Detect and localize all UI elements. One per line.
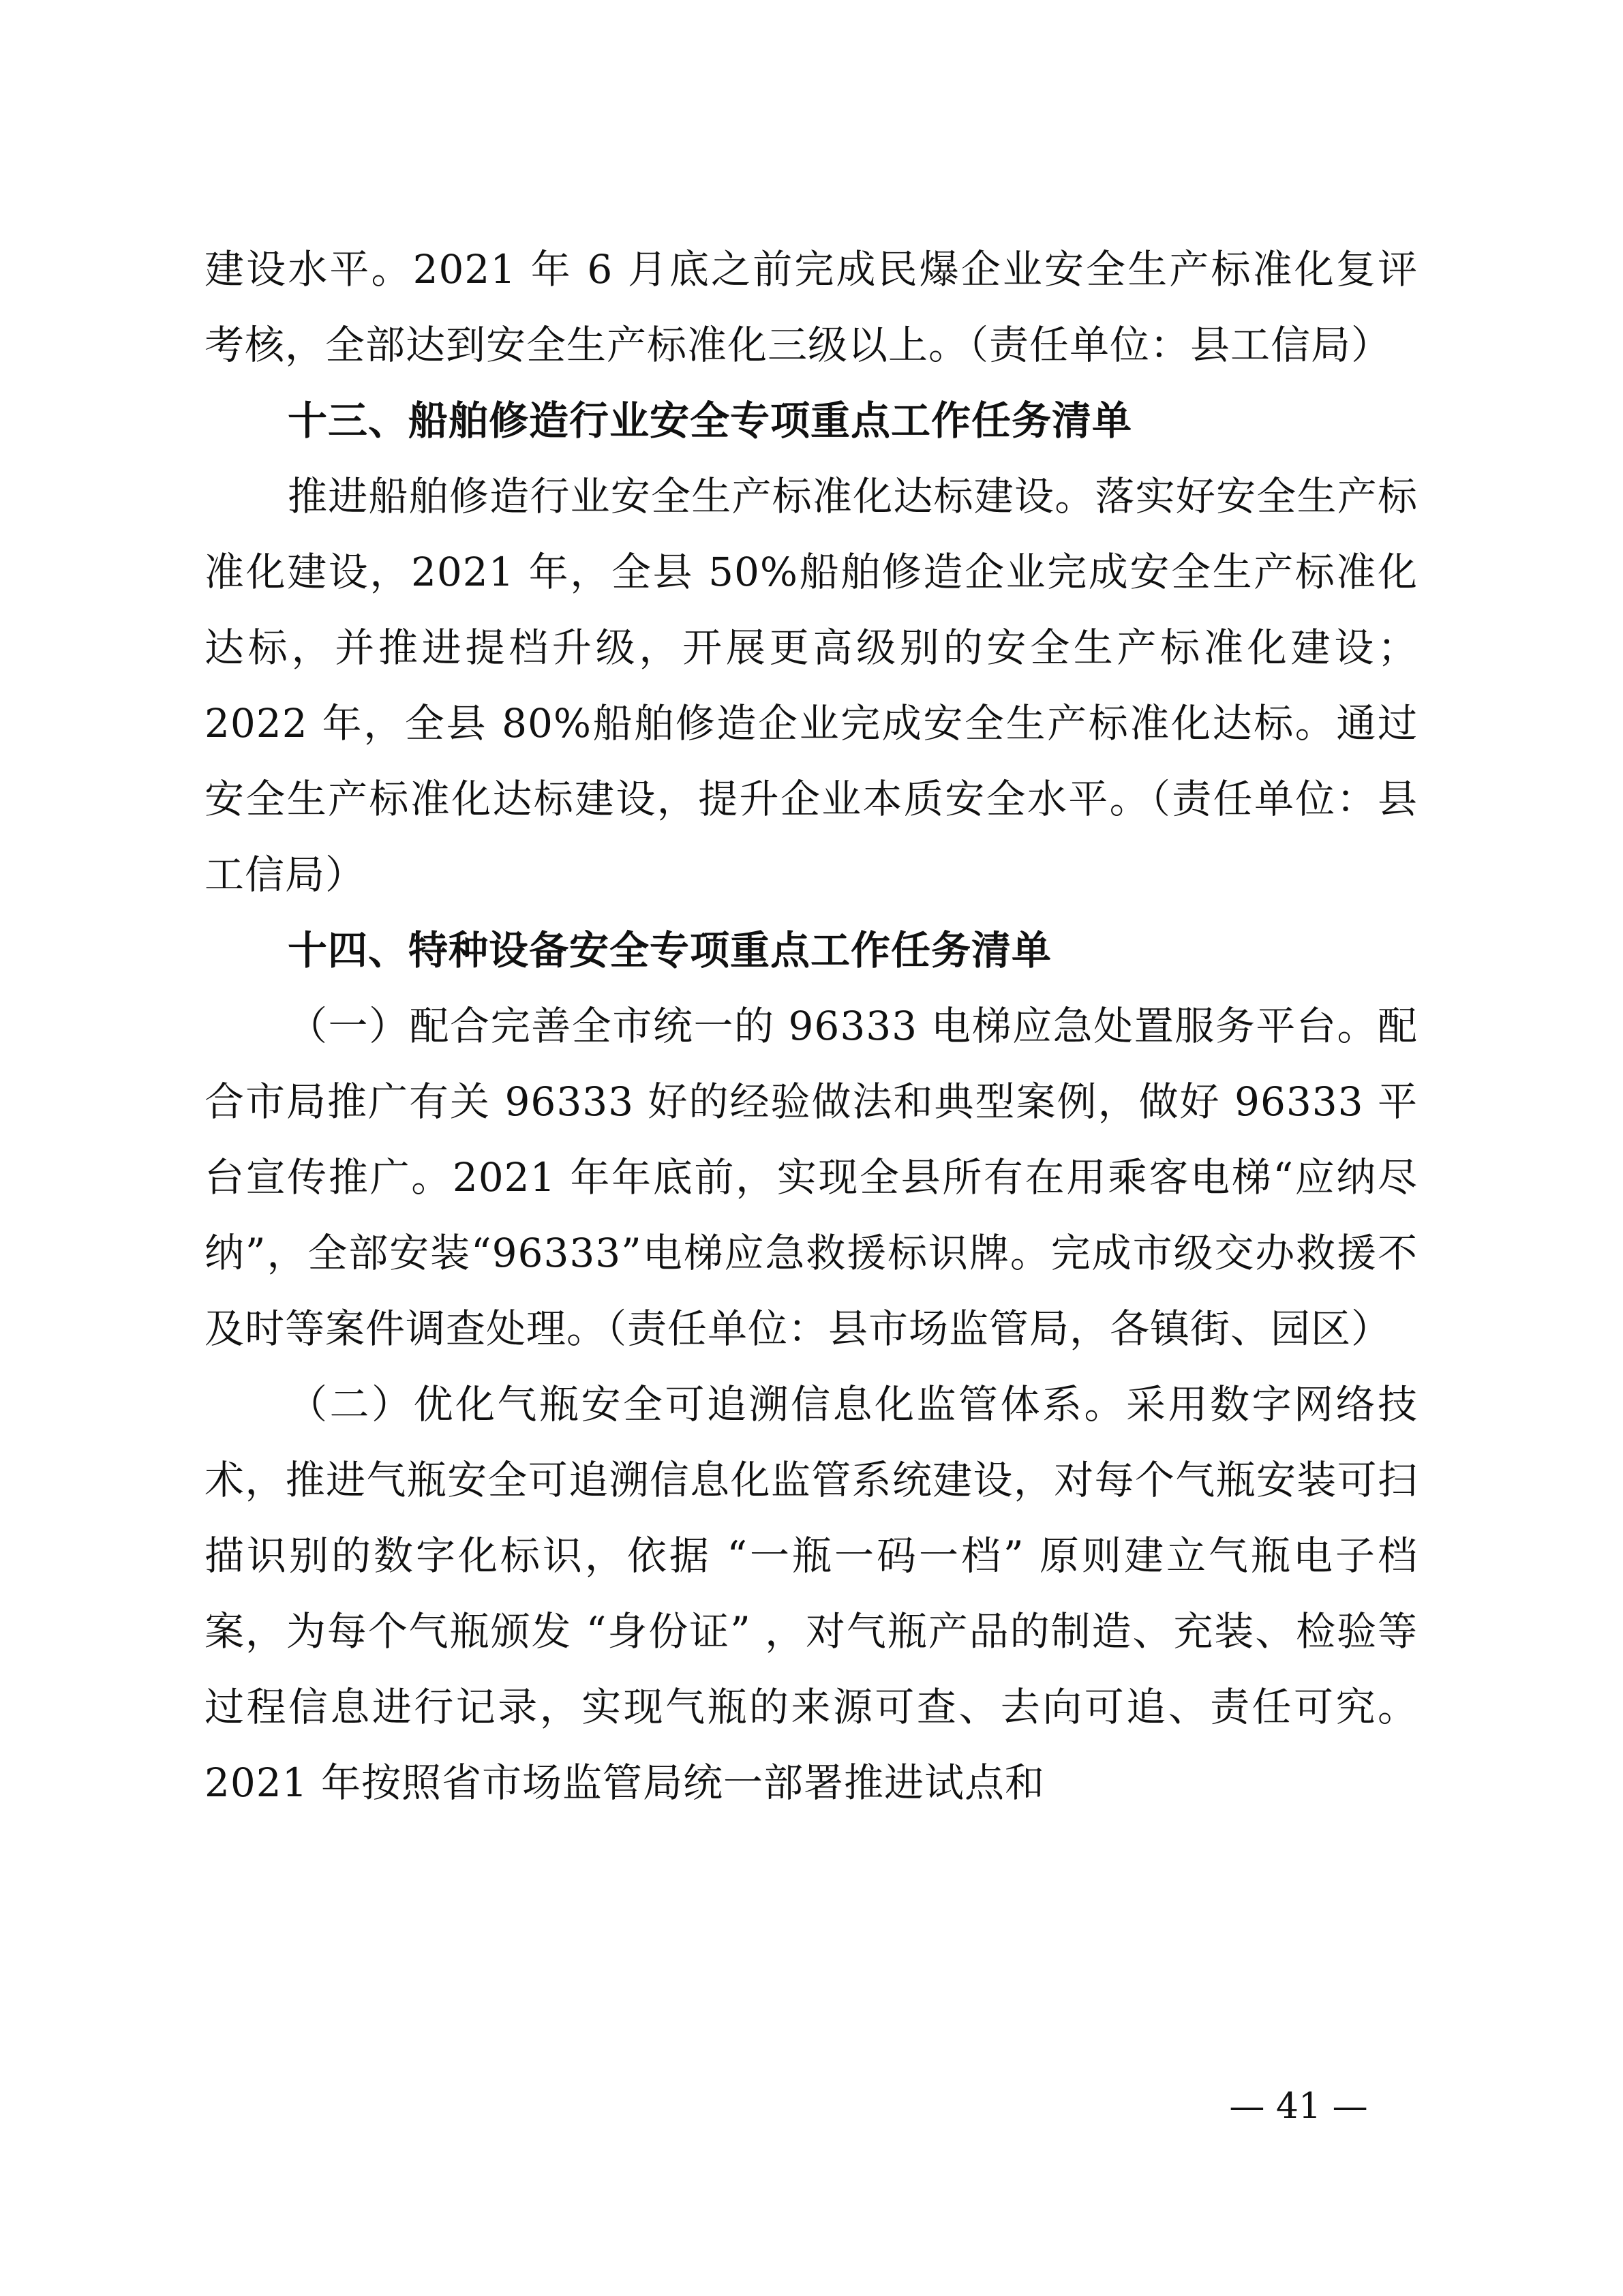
continued-paragraph: 建设水平。2021 年 6 月底之前完成民爆企业安全生产标准化复评考核，全部达到安全生产标准化三级以上。（责任单位：县工信局） (204, 246, 1418, 368)
page-body (204, 232, 1418, 1821)
section-14-paragraph-2: （二）优化气瓶安全可追溯信息化监管体系。采用数字网络技术，推进气瓶安全可追溯信息化监管系统建设，对每个气瓶安装可扫描识别的数字化标识，依据 “一瓶一码一档” 原则建立气瓶电子档案，为每个气瓶颁发 “身份证” ，对气瓶产品的制造、充装、检验等过程信息进行记录，实现气瓶的来源可查、去向可追、责任可究。2021 年按照省市场监管局统一部署推进试点和 (204, 1381, 1418, 1806)
section-13-heading: 十三、船舶修造行业安全专项重点工作任务清单 (288, 397, 1133, 444)
page-number: — 41 — (1229, 2086, 1368, 2127)
section-14-paragraph-1: （一）配合完善全市统一的 96333 电梯应急处置服务平台。配合市局推广有关 96333 好的经验做法和典型案例，做好 96333 平台宣传推广。2021 年年底前，实现全县所有在用乘客电梯“应纳尽纳”，全部安装“96333”电梯应急救援标识牌。完成市级交办救援不及时等案件调查处理。（责任单位：县市场监管局，各镇街、园区） (204, 1003, 1418, 1352)
section-13-paragraph: 推进船舶修造行业安全生产标准化达标建设。落实好安全生产标准化建设，2021 年，全县 50%船舶修造企业完成安全生产标准化达标，并推进提档升级，开展更高级别的安全生产标准化建设；2022 年，全县 80%船舶修造企业完成安全生产标准化达标。通过安全生产标准化达标建设，提升企业本质安全水平。（责任单位：县工信局） (204, 473, 1418, 898)
section-14-heading: 十四、特种设备安全专项重点工作任务清单 (288, 927, 1052, 973)
